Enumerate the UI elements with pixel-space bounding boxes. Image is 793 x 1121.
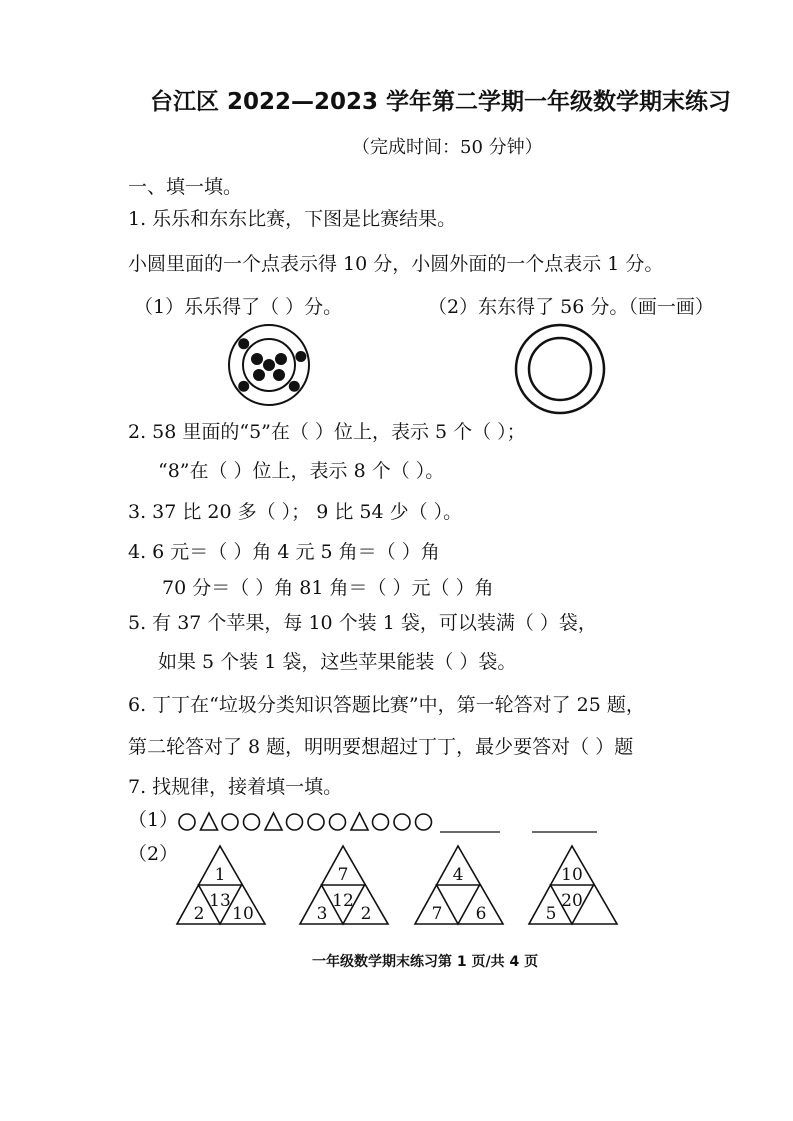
circle-shape <box>244 814 260 830</box>
number-triangle <box>415 846 503 924</box>
triangle-shape <box>351 813 368 830</box>
one-point-dot <box>295 351 306 362</box>
top-number: 7 <box>337 865 349 885</box>
ten-point-dot <box>251 353 263 365</box>
q5-line2: 如果 5 个装 1 袋，这些苹果能装（ ）袋。 <box>158 651 517 673</box>
section-heading: 一、填一填。 <box>128 176 243 198</box>
center-number: 13 <box>209 891 231 911</box>
right-number: 2 <box>360 904 372 924</box>
left-number: 5 <box>545 904 557 924</box>
q6-line2: 第二轮答对了 8 题，明明要想超过丁丁，最少要答对（ ）题 <box>128 736 634 758</box>
triangle-shape <box>265 813 282 830</box>
number-triangle <box>529 846 617 924</box>
page-title: 台江区 2022—2023 学年第二学期一年级数学期末练习 <box>150 89 732 115</box>
q2-line1: 2. 58 里面的“5”在（ ）位上，表示 5 个（ ）； <box>128 421 526 443</box>
one-point-dot <box>238 381 249 392</box>
ten-point-dot <box>275 353 287 365</box>
q4-line1: 4. 6 元＝（ ）角 4 元 5 角＝（ ）角 <box>128 541 440 563</box>
center-number: 12 <box>332 891 354 911</box>
top-number: 4 <box>452 865 464 885</box>
page-footer: 一年级数学期末练习第 1 页/共 4 页 <box>312 954 539 970</box>
circle-shape <box>222 814 238 830</box>
inner-triangle <box>437 885 480 924</box>
circle-shape <box>308 814 324 830</box>
shape-pattern <box>176 808 616 838</box>
q1-stem: 1. 乐乐和东东比赛，下图是比赛结果。 <box>128 208 457 230</box>
lele-score-diagram <box>223 322 323 412</box>
top-number: 1 <box>214 865 226 885</box>
circle-shape <box>287 814 303 830</box>
circle-shape <box>373 814 389 830</box>
left-number: 7 <box>431 904 443 924</box>
circle-shape <box>330 814 346 830</box>
ten-point-dot <box>253 369 265 381</box>
q2-line2: “8”在（ ）位上，表示 8 个（ ）。 <box>158 460 445 482</box>
one-point-dot <box>238 338 249 349</box>
q7-heading: 7. 找规律，接着填一填。 <box>128 776 343 798</box>
time-limit: （完成时间：50 分钟） <box>352 137 543 158</box>
circle-shape <box>394 814 410 830</box>
left-number: 2 <box>193 904 205 924</box>
q1-part2: （2）东东得了 56 分。（画一画） <box>428 296 714 318</box>
number-triangle <box>177 846 265 924</box>
center-number: 20 <box>561 891 583 911</box>
q1-part1: （1）乐乐得了（ ）分。 <box>134 296 343 318</box>
dongdong-score-diagram <box>513 322 613 418</box>
number-triangle <box>300 846 388 924</box>
circle-shape <box>179 814 195 830</box>
q7-part2-label: （2） <box>128 843 179 865</box>
ten-point-dot <box>273 369 285 381</box>
ten-point-dot <box>263 359 275 371</box>
q6-line1: 6. 丁丁在“垃圾分类知识答题比赛”中，第一轮答对了 25 题， <box>128 694 645 716</box>
q4-line2: 70 分＝（ ）角 81 角＝（ ）元（ ）角 <box>162 577 494 599</box>
number-triangles <box>175 842 635 932</box>
right-number: 6 <box>475 904 487 924</box>
left-number: 3 <box>316 904 328 924</box>
top-number: 10 <box>561 865 583 885</box>
triangle-shape <box>201 813 218 830</box>
right-number: 10 <box>232 904 254 924</box>
q3-line1: 3. 37 比 20 多（ ）； 9 比 54 少（ ）。 <box>128 501 463 523</box>
q5-line1: 5. 有 37 个苹果，每 10 个装 1 袋，可以装满（ ）袋， <box>128 612 597 634</box>
circle-shape <box>416 814 432 830</box>
q7-part1-label: （1） <box>128 809 179 831</box>
one-point-dot <box>289 381 300 392</box>
q1-rule: 小圆里面的一个点表示得 10 分，小圆外面的一个点表示 1 分。 <box>128 253 664 275</box>
